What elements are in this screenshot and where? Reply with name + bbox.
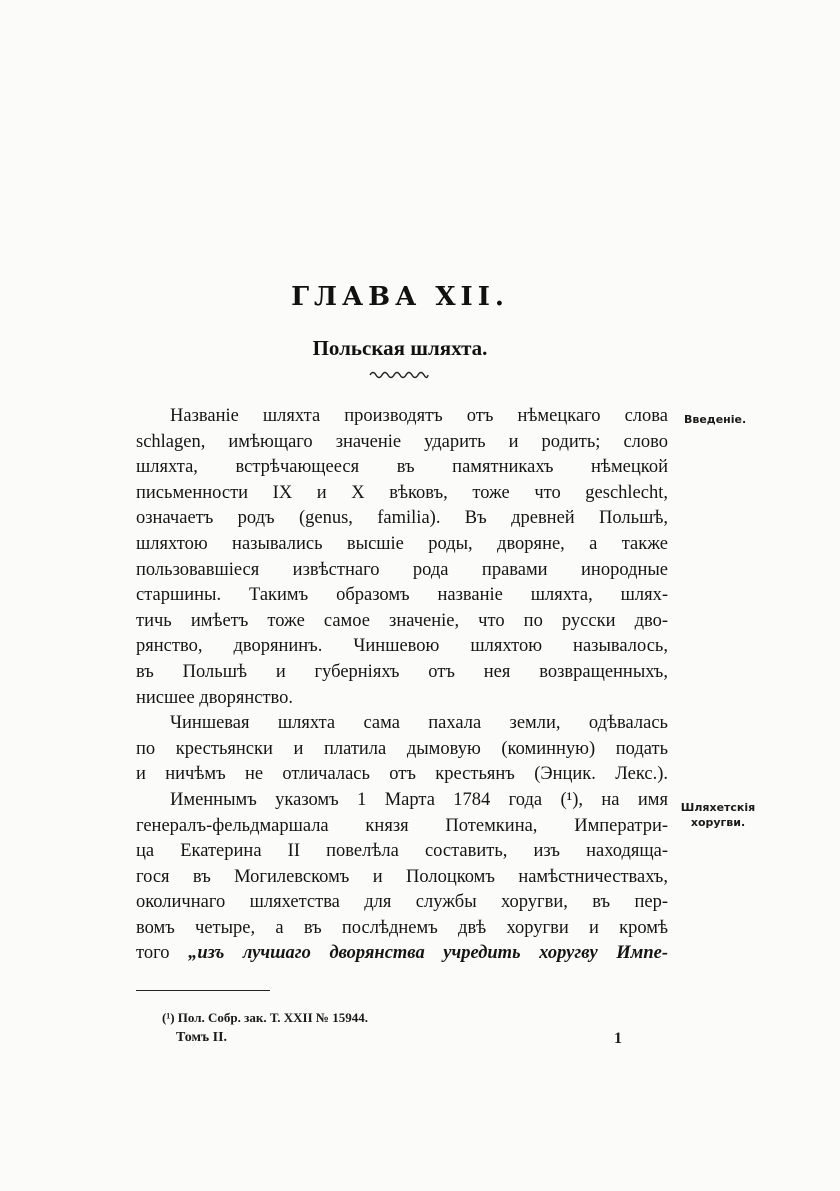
text-line: Именнымъ указомъ 1 Марта 1784 года (¹), на имя — [170, 789, 668, 810]
text-line: околичнаго шляхетства для службы хоругви, въ пер- — [136, 892, 668, 913]
margin-note-banners — [678, 800, 758, 830]
margin-note-line: Шляхетскія — [680, 801, 756, 814]
footnote-divider — [136, 990, 270, 991]
text-line: schlagen, имѣющаго значеніе ударить и родить; слово — [136, 431, 668, 452]
text-line: генералъ-фельдмаршала князя Потемкина, Императри- — [136, 815, 668, 836]
text-line: означаетъ родъ (genus, familia). Въ древней Польшѣ, — [136, 508, 668, 529]
footnote: (¹) Пол. Собр. зак. Т. XXII № 15944. — [162, 1010, 368, 1025]
text-italic: „изъ лучшаго дворянства учредить хоругву Импе- — [188, 943, 669, 964]
text-line: старшины. Такимъ образомъ названіе шляхта, шлях- — [136, 585, 668, 606]
volume-signature: Томъ II. — [176, 1030, 228, 1045]
text-line: гося въ Могилевскомъ и Полоцкомъ намѣстничествахъ, — [136, 866, 668, 887]
chapter-heading: ГЛАВА XII. — [291, 282, 509, 312]
text-line: Чиншевая шляхта сама пахала земли, одѣвалась — [170, 713, 668, 734]
text-line-mixed — [136, 941, 668, 967]
text-line: по крестьянски и платила дымовую (коминную) подать — [136, 738, 668, 759]
text-line: нисшее дворянство. — [136, 687, 294, 708]
text-line: ца Екатерина II повелѣла составить, изъ находяща- — [136, 841, 668, 862]
page-number: 1 — [614, 1030, 622, 1047]
body-text — [136, 404, 668, 967]
text-line: шляхтою назывались высшіе роды, дворяне, а также — [136, 533, 668, 554]
text-line: рянство, дворянинъ. Чиншевою шляхтою называлось, — [136, 636, 668, 657]
text-line: тичь имѣетъ тоже самое значеніе, что по русски дво- — [136, 610, 668, 631]
text-line: вомъ четыре, а въ послѣднемъ двѣ хоругви и кромѣ — [136, 917, 668, 938]
wavy-divider-icon — [368, 368, 430, 382]
text-line: шляхта, встрѣчающееся въ памятникахъ нѣмецкой — [136, 457, 668, 478]
margin-note-line: хоругви. — [690, 816, 746, 829]
text-line: Названіе шляхта производятъ отъ нѣмецкаго слова — [170, 406, 668, 426]
margin-note-introduction: Введеніе. — [684, 413, 747, 426]
text-line: письменности IX и X вѣковъ, тоже что geschlecht, — [136, 482, 668, 503]
text-line: пользовавшіеся извѣстнаго рода правами инородные — [136, 559, 668, 580]
text-line: въ Польшѣ и губерніяхъ отъ нея возвращенныхъ, — [136, 661, 668, 682]
text-plain: того — [136, 943, 189, 964]
chapter-title: Польская шляхта. — [312, 336, 488, 360]
text-line: и ничѣмъ не отличалась отъ крестьянъ (Энцик. Лекс.). — [136, 764, 668, 785]
